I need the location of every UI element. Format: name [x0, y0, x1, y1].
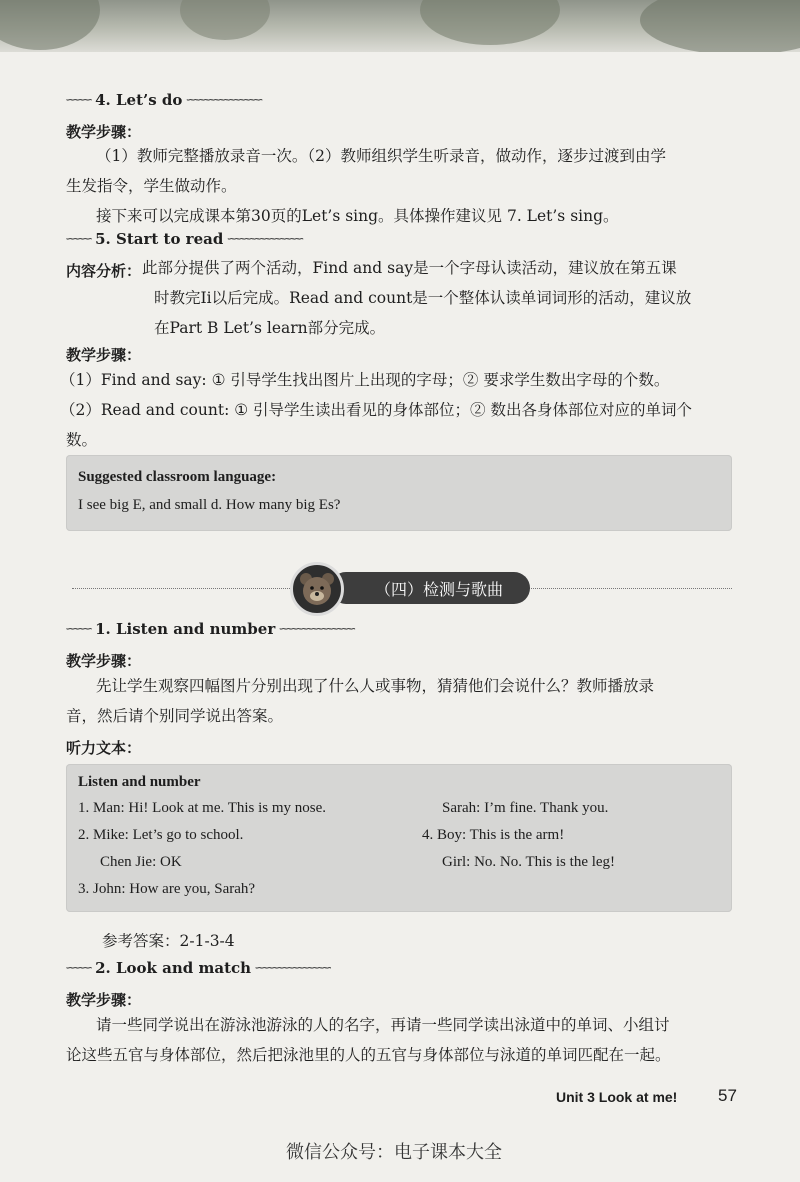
listening-text-label: 听力文本：: [66, 739, 142, 757]
steps-label: 教学步骤：: [66, 123, 142, 141]
box-text: I see big E, and small d. How many big Es?: [78, 497, 341, 513]
paragraph: 论这些五官与身体部位，然后把泳池里的人的五官与身体部位与泳道的单词匹配在一起。: [66, 1046, 671, 1064]
script-line: 1. Man: Hi! Look at me. This is my nose.: [78, 800, 327, 816]
listening-script-box: [66, 764, 732, 912]
heading-text: 1. Listen and number: [95, 620, 276, 638]
paragraph: 此部分提供了两个活动，Find and say是一个字母认读活动，建议放在第五课: [142, 259, 677, 277]
script-line: 3. John: How are you, Sarah?: [78, 881, 256, 897]
wave-ornament: ∽∽∽∽∽∽∽∽∽∽∽∽∽∽∽: [279, 623, 355, 635]
section-heading-look-and-match: [66, 959, 330, 977]
box-title: Suggested classroom language:: [78, 469, 277, 485]
heading-text: 5. Start to read: [95, 230, 224, 248]
paragraph: 时教完Ii以后完成。Read and count是一个整体认读单词词形的活动，建议放: [154, 289, 692, 307]
section-heading-start-to-read: [66, 230, 303, 248]
wave-ornament: ∽∽∽∽∽: [66, 94, 92, 106]
wave-ornament: ∽∽∽∽∽∽∽∽∽∽∽∽∽∽∽: [227, 233, 303, 245]
wave-ornament: ∽∽∽∽∽: [66, 962, 92, 974]
paragraph: 音，然后请个别同学说出答案。: [66, 707, 284, 725]
paragraph: 先让学生观察四幅图片分别出现了什么人或事物，猜猜他们会说什么？教师播放录: [96, 677, 655, 695]
heading-text: 2. Look and match: [95, 959, 252, 977]
script-line: Chen Jie: OK: [100, 854, 182, 870]
answer-key: 参考答案：2-1-3-4: [102, 932, 235, 950]
paragraph: （1）Find and say: ① 引导学生找出图片上出现的字母；② 要求学生数出字母的个数。: [60, 371, 670, 389]
script-line: 4. Boy: This is the arm!: [422, 827, 565, 843]
paragraph: 接下来可以完成课本第30页的Let’s sing。具体操作建议见 7. Let’s sing。: [96, 207, 619, 225]
wave-ornament: ∽∽∽∽∽: [66, 623, 92, 635]
watermark-text: 微信公众号：电子课本大全: [286, 1142, 502, 1163]
steps-label: 教学步骤：: [66, 652, 142, 670]
wave-ornament: ∽∽∽∽∽∽∽∽∽∽∽∽∽∽∽: [255, 962, 331, 974]
section-heading-lets-do: [66, 91, 262, 109]
script-line: Girl: No. No. This is the leg!: [442, 854, 616, 870]
analysis-label: 内容分析：: [66, 262, 142, 280]
script-line: Sarah: I’m fine. Thank you.: [442, 800, 609, 816]
paragraph: （2）Read and count: ① 引导学生读出看见的身体部位；② 数出各身体部位对应的单词个: [60, 401, 692, 419]
steps-label: 教学步骤：: [66, 991, 142, 1009]
wave-ornament: ∽∽∽∽∽: [66, 233, 92, 245]
box-title: Listen and number: [78, 774, 201, 790]
section-heading-listen-and-number: [66, 620, 355, 638]
paragraph: 数。: [66, 431, 98, 449]
bear-icon: [290, 562, 344, 616]
section-banner: （四）检测与歌曲: [330, 572, 530, 604]
wave-ornament: ∽∽∽∽∽∽∽∽∽∽∽∽∽∽∽: [186, 94, 262, 106]
steps-label: 教学步骤：: [66, 346, 142, 364]
classroom-language-box: [66, 455, 732, 531]
script-line: 2. Mike: Let’s go to school.: [78, 827, 244, 843]
paragraph: 请一些同学说出在游泳池游泳的人的名字，再请一些同学读出泳道中的单词、小组讨: [96, 1016, 670, 1034]
paragraph: 生发指令，学生做动作。: [66, 177, 237, 195]
heading-text: 4. Let’s do: [95, 91, 183, 109]
running-footer-unit: Unit 3 Look at me!: [556, 1089, 678, 1105]
paragraph: （1）教师完整播放录音一次。（2）教师组织学生听录音，做动作，逐步过渡到由学: [96, 147, 666, 165]
paragraph: 在Part B Let’s learn部分完成。: [154, 319, 386, 337]
page-number: 57: [718, 1086, 737, 1105]
